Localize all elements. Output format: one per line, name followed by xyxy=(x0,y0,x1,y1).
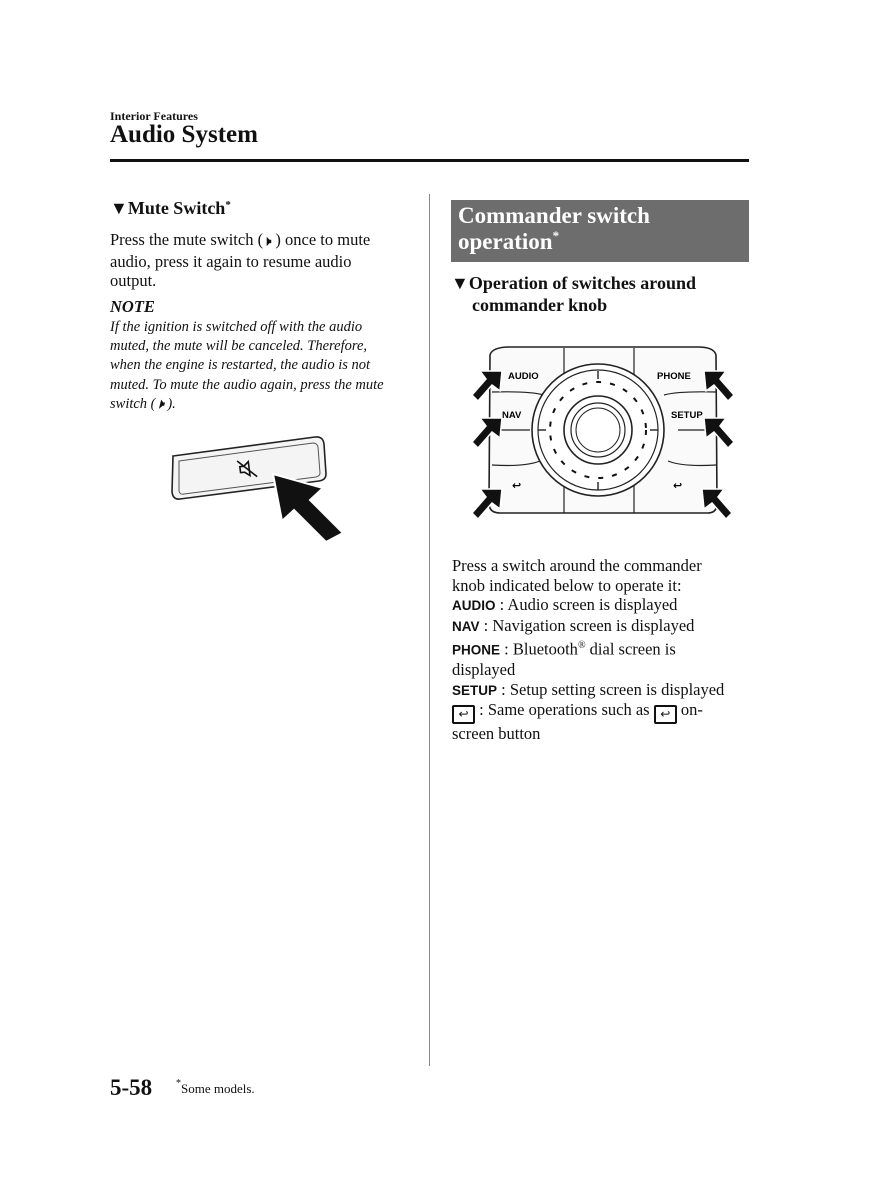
note-body xyxy=(110,318,420,414)
asterisk-icon: * xyxy=(176,1078,181,1089)
box-title-line2: operation xyxy=(458,229,553,254)
footnote-text: Some models. xyxy=(181,1081,255,1096)
pointer-arrow-icon xyxy=(273,474,343,542)
nav-button: NAV xyxy=(502,410,522,421)
mute-switch-heading xyxy=(110,197,231,219)
switch-descriptions xyxy=(452,556,752,744)
list-item xyxy=(452,636,752,660)
note-line-end-a: switch ( xyxy=(110,395,156,412)
section-label: Interior Features xyxy=(110,109,198,123)
phone-button: PHONE xyxy=(657,371,691,382)
back-desc-b: on- xyxy=(676,700,703,719)
page-title: Audio System xyxy=(110,121,258,148)
setup-button: SETUP xyxy=(671,410,703,421)
asterisk-icon: * xyxy=(552,228,560,243)
phone-key-label: PHONE xyxy=(452,642,501,658)
commander-knob-diagram xyxy=(470,343,740,525)
mute-para-text-a: Press the mute switch ( xyxy=(110,230,264,249)
intro-line2: knob indicated below to operate it: xyxy=(452,575,682,595)
intro-line1: Press a switch around the commander xyxy=(452,556,702,575)
list-item xyxy=(452,680,752,701)
list-item xyxy=(452,616,752,637)
note-line: If the ignition is switched off with the audio xyxy=(110,319,363,335)
box-title-line1: Commander switch xyxy=(458,203,650,228)
back-desc-a: : Same operations such as xyxy=(475,700,654,719)
page-number: 5-58 xyxy=(110,1075,153,1100)
list-item xyxy=(452,700,752,724)
note-line: muted. To mute the audio again, press the mute xyxy=(110,376,384,393)
setup-desc: : Setup setting screen is displayed xyxy=(497,679,725,699)
back-button-left: ↩ xyxy=(512,479,522,492)
operation-subheading xyxy=(451,272,696,316)
subheading-line2: commander knob xyxy=(472,295,608,315)
mute-paragraph xyxy=(110,230,415,291)
footnote xyxy=(176,1078,255,1097)
phone-desc-c: displayed xyxy=(452,660,516,679)
header-rule xyxy=(110,159,749,162)
audio-desc: : Audio screen is displayed xyxy=(495,595,678,614)
setup-key-label: SETUP xyxy=(452,682,498,698)
mute-icon: 🕨 xyxy=(263,234,272,249)
back-desc-c: screen button xyxy=(452,724,541,743)
note-line-end-b: ). xyxy=(163,395,176,412)
note-title: NOTE xyxy=(110,297,155,316)
mute-switch-heading-text: Mute Switch xyxy=(127,198,226,218)
audio-key-label: AUDIO xyxy=(452,598,496,613)
triangle-marker-icon: ▼ xyxy=(451,273,469,293)
note-line: muted, the mute will be canceled. Therefore, xyxy=(110,338,368,355)
list-item xyxy=(452,595,752,616)
note-line: when the engine is restarted, the audio is not xyxy=(110,357,371,374)
triangle-marker-icon: ▼ xyxy=(110,198,128,218)
nav-key-label: NAV xyxy=(452,618,480,634)
mute-para-line3: output. xyxy=(110,271,157,290)
mute-para-text-b: ) once to mute xyxy=(271,230,371,249)
registered-mark: ® xyxy=(577,640,586,651)
phone-desc-b: dial screen is xyxy=(585,639,676,659)
mute-switch-illustration xyxy=(165,430,355,550)
column-divider xyxy=(429,194,430,1066)
back-button-right: ↩ xyxy=(673,479,683,492)
nav-desc: : Navigation screen is displayed xyxy=(479,615,695,635)
phone-desc-a: : Bluetooth xyxy=(500,639,578,659)
mute-para-line2: audio, press it again to resume audio xyxy=(110,251,352,271)
audio-button: AUDIO xyxy=(508,371,539,382)
pointer-arrow-icon xyxy=(702,489,732,519)
commander-switch-title-box xyxy=(451,200,749,262)
pointer-arrow-icon xyxy=(472,489,502,519)
mute-icon: 🕨 xyxy=(155,396,164,412)
back-icon: ↩ xyxy=(452,705,475,724)
back-icon: ↩ xyxy=(654,705,677,724)
asterisk-icon: * xyxy=(225,199,231,211)
subheading-line1: Operation of switches around xyxy=(468,273,697,293)
